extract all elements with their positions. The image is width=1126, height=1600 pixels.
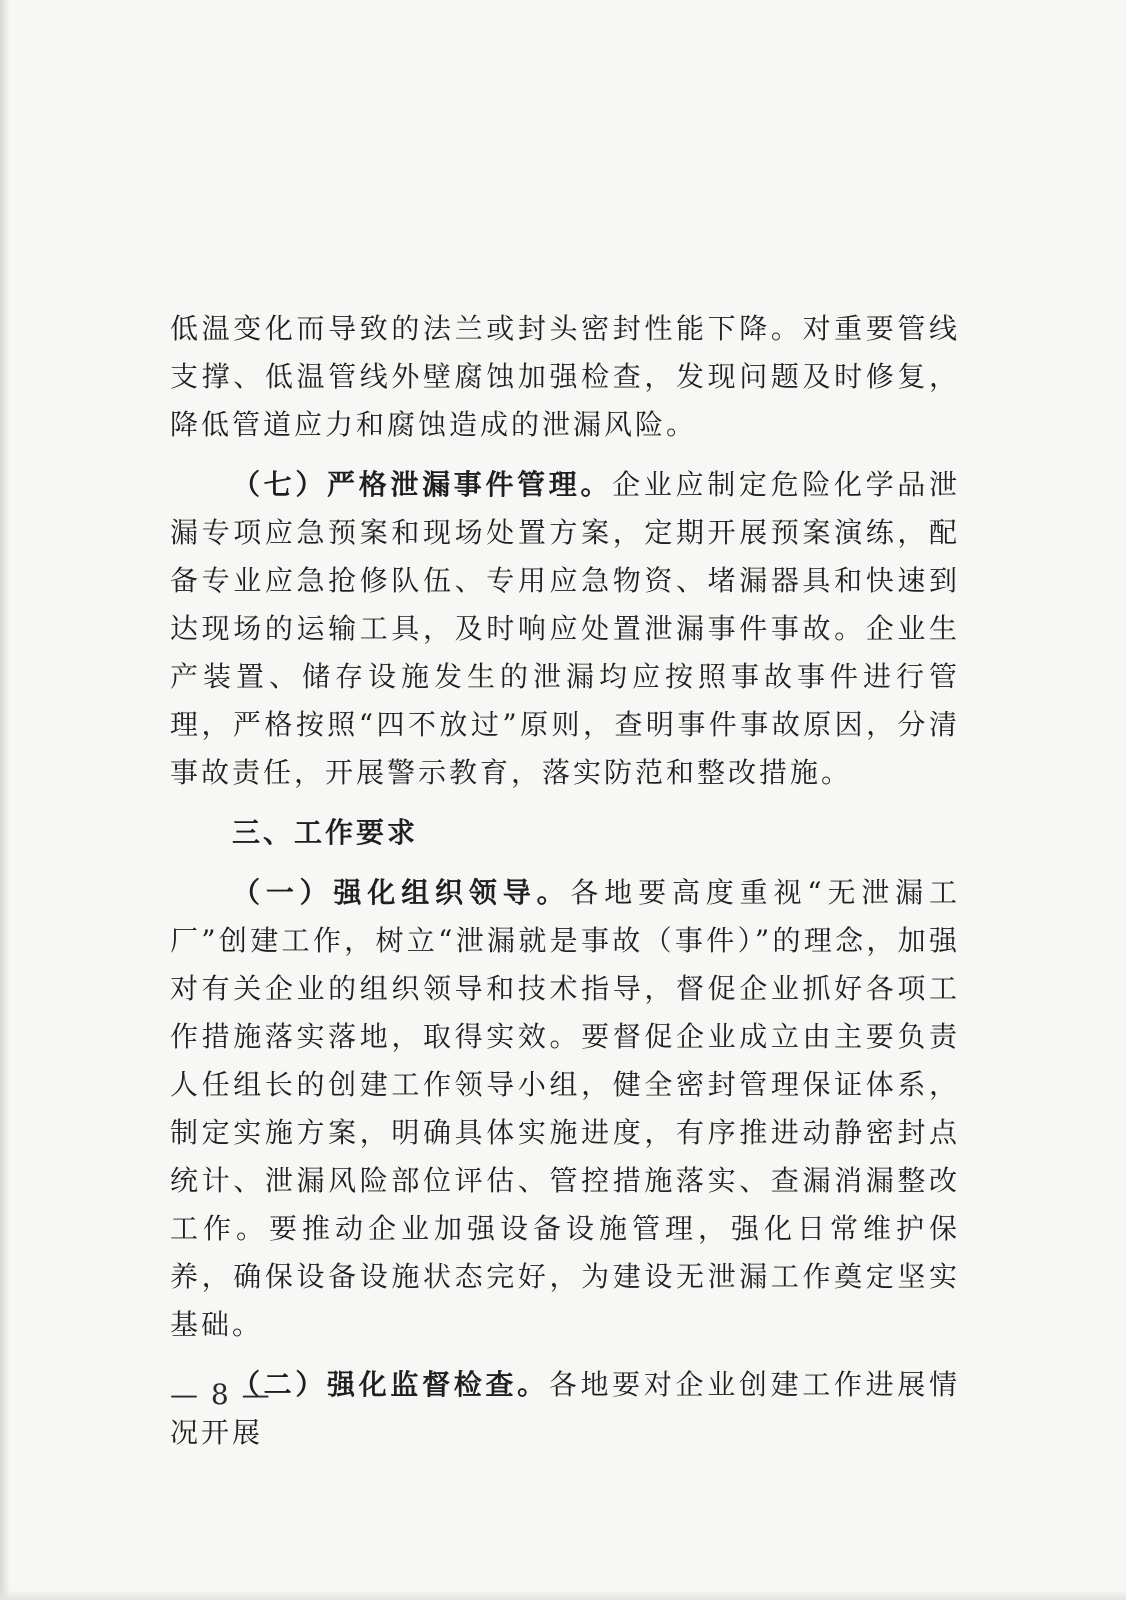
paragraph-supervision-inspection — [170, 1361, 960, 1457]
document-body — [170, 305, 960, 1457]
paragraph-lead: （一）强化组织领导。 — [232, 876, 571, 909]
paragraph-leak-event-management — [170, 461, 960, 797]
paragraph-organization-leadership — [170, 869, 960, 1349]
paragraph-text: 企业应制定危险化学品泄漏专项应急预案和现场处置方案，定期开展预案演练，配备专业应急抢修队伍、专用应急物资、堵漏器具和快速到达现场的运输工具，及时响应处置泄漏事件事故。企业生产装置、储存设施发生的泄漏均应按照事故事件进行管理，严格按照“四不放过”原则，查明事件事故原因，分清事故责任，开展警示教育，落实防范和整改措施。 — [170, 468, 960, 789]
paragraph-lead: （二）强化监督检查。 — [232, 1368, 549, 1401]
paragraph-text: 低温变化而导致的法兰或封头密封性能下降。对重要管线支撑、低温管线外壁腐蚀加强检查，发现问题及时修复，降低管道应力和腐蚀造成的泄漏风险。 — [170, 312, 960, 441]
page-number: — 8 — — [170, 1378, 272, 1411]
section-heading: 三、工作要求 — [232, 816, 419, 849]
paragraph-text: 各地要高度重视“无泄漏工厂”创建工作，树立“泄漏就是事故（事件）”的理念，加强对有关企业的组织领导和技术指导，督促企业抓好各项工作措施落实落地，取得实效。要督促企业成立由主要负责人任组长的创建工作领导小组，健全密封管理保证体系，制定实施方案，明确具体实施进度，有序推进动静密封点统计、泄漏风险部位评估、管控措施落实、查漏消漏整改工作。要推动企业加强设备设施管理，强化日常维护保养，确保设备设施状态完好，为建设无泄漏工作奠定坚实基础。 — [170, 876, 960, 1341]
paragraph-lead: （七）严格泄漏事件管理。 — [232, 468, 613, 501]
paragraph-text: 各地要对企业创建工作进展情况开展 — [170, 1368, 960, 1449]
paragraph-continuation — [170, 305, 960, 449]
